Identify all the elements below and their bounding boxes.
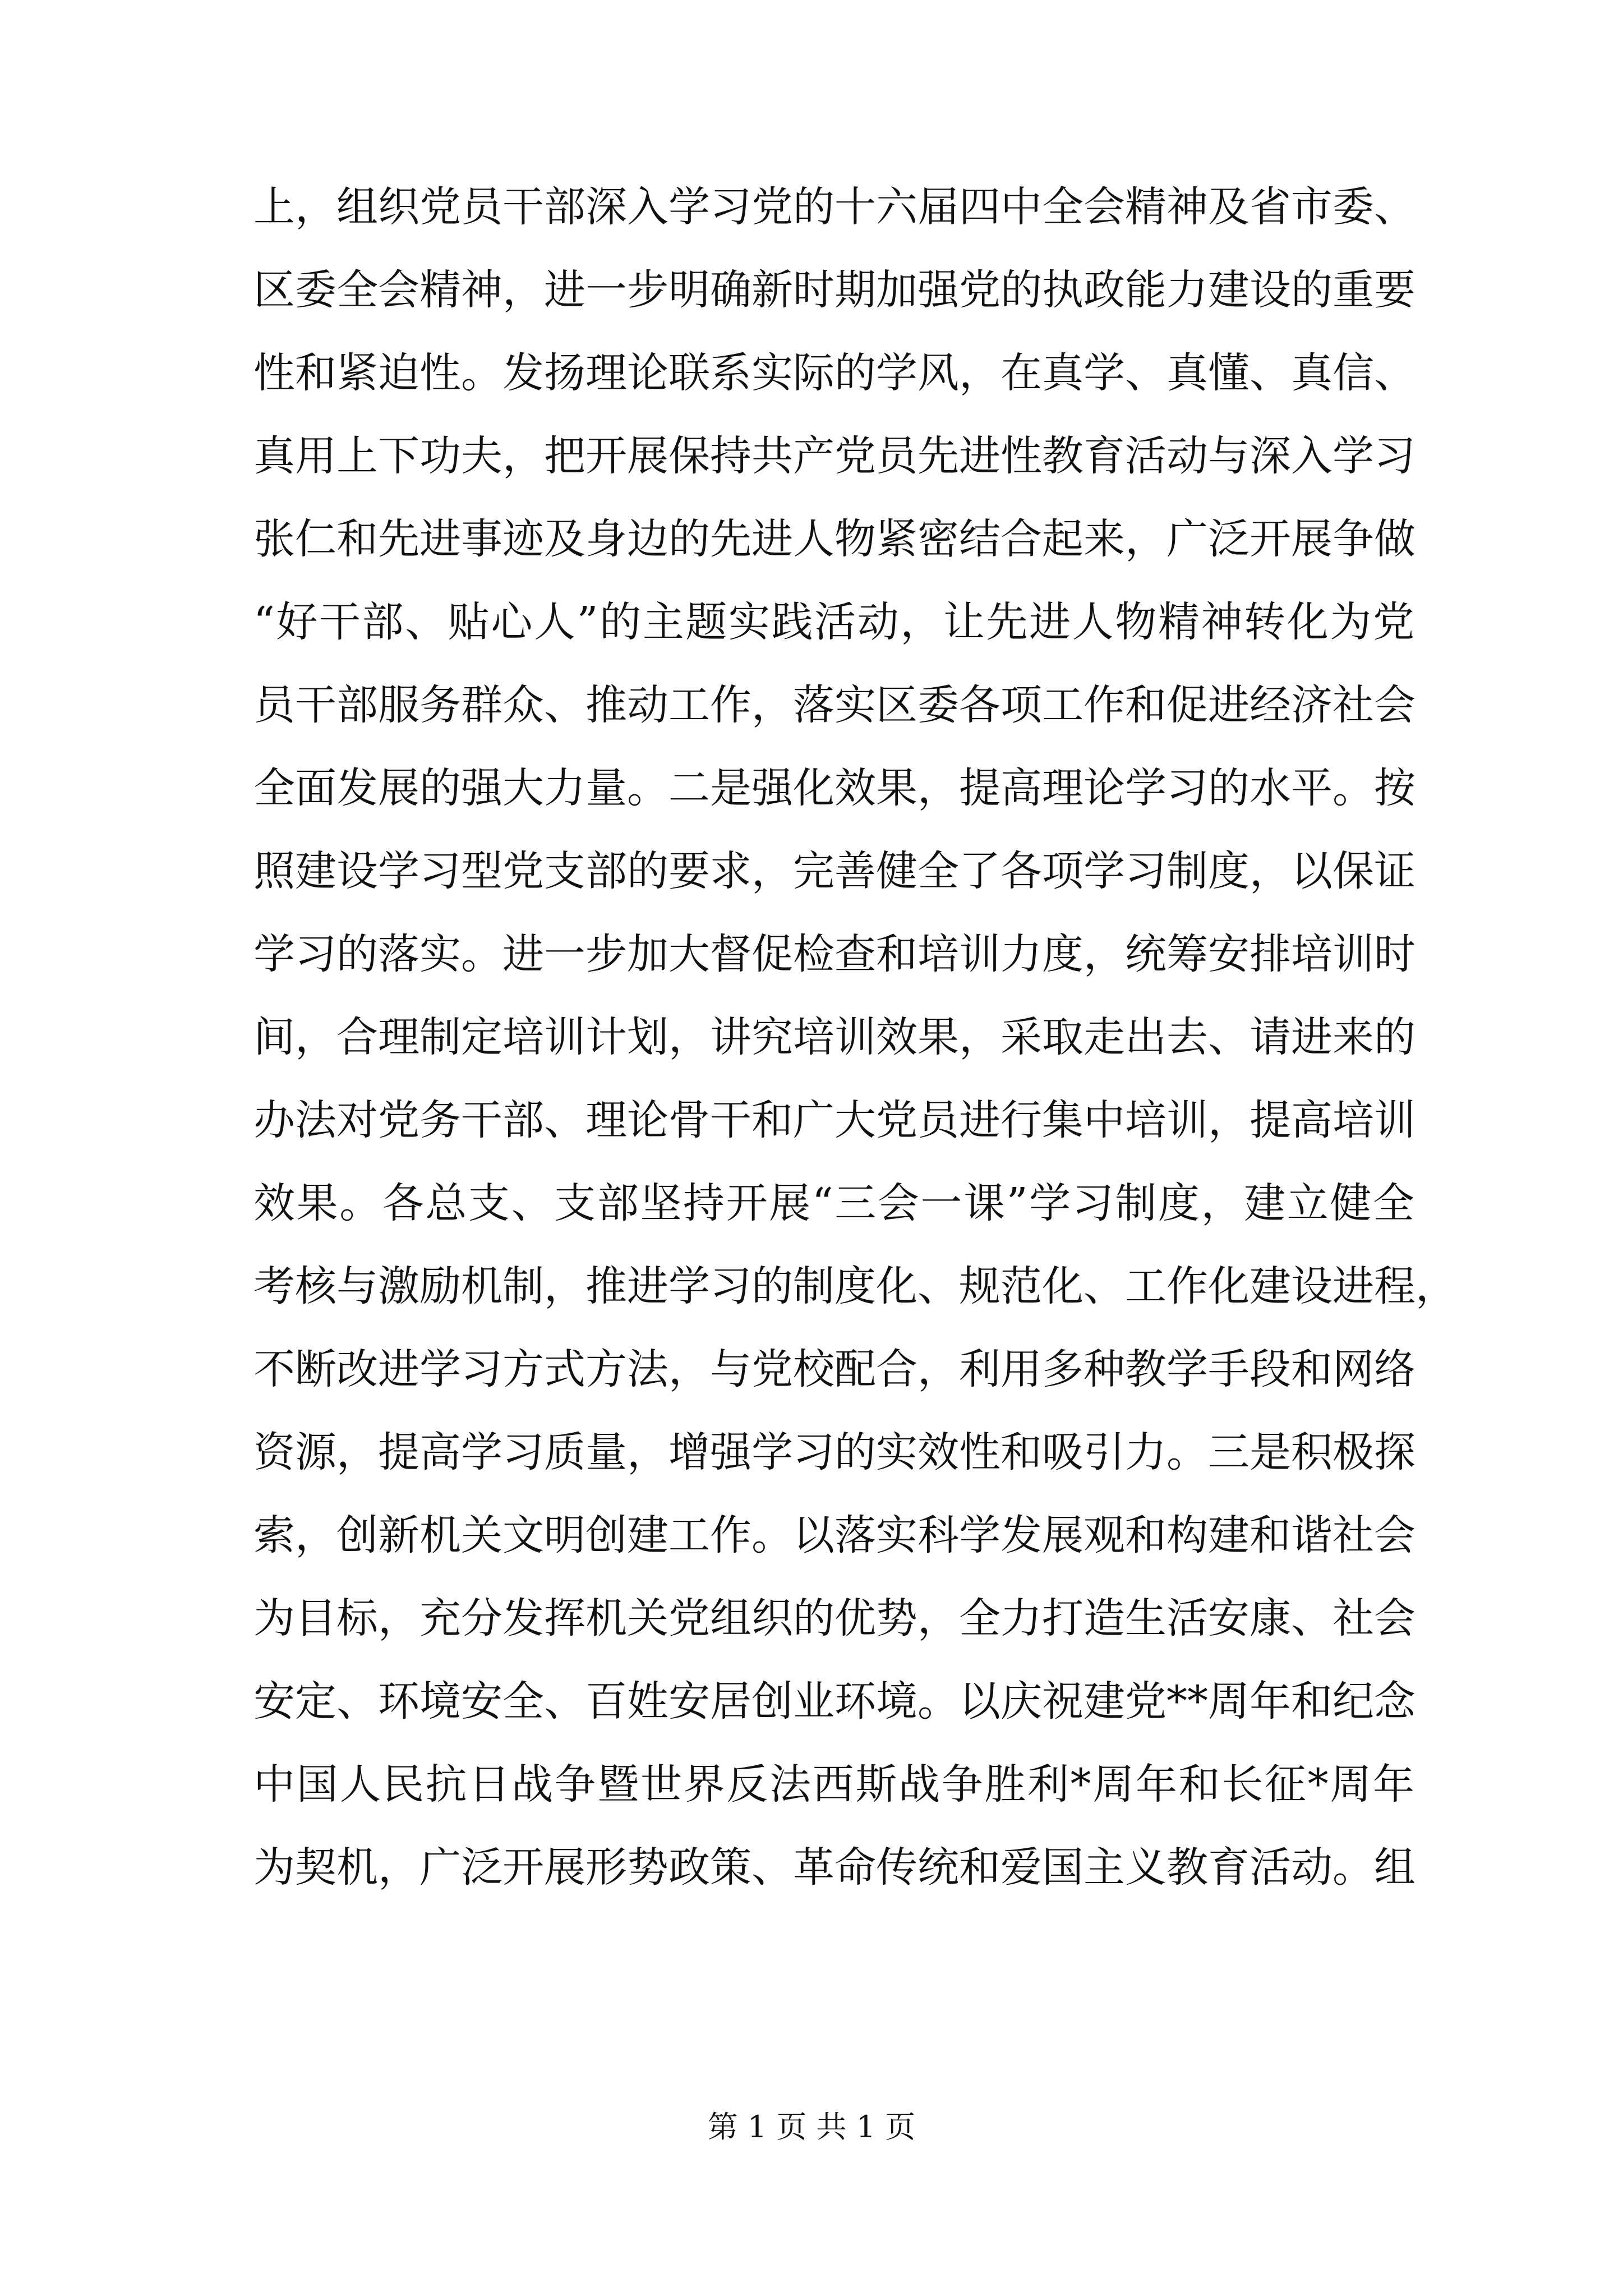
- text-line: 性和紧迫性。发扬理论联系实际的学风，在真学、真懂、真信、: [253, 349, 1415, 397]
- text-line: 学习的落实。进一步加大督促检查和培训力度，统筹安排培训时: [253, 930, 1415, 978]
- text-line: 员干部服务群众、推动工作，落实区委各项工作和促进经济社会: [253, 681, 1415, 729]
- text-line: 真用上下功夫，把开展保持共产党员先进性教育活动与深入学习: [253, 432, 1415, 480]
- text-line: 不断改进学习方式方法，与党校配合，利用多种教学手段和网络: [253, 1345, 1415, 1393]
- text-line: 办法对党务干部、理论骨干和广大党员进行集中培训，提高培训: [253, 1096, 1415, 1144]
- text-line: 区委全会精神，进一步明确新时期加强党的执政能力建设的重要: [253, 266, 1415, 314]
- text-line: 为目标，充分发挥机关党组织的优势，全力打造生活安康、社会: [253, 1594, 1415, 1642]
- text-line: “好干部、贴心人”的主题实践活动，让先进人物精神转化为党: [253, 598, 1414, 646]
- text-line: 效果。各总支、支部坚持开展“三会一课”学习制度，建立健全: [253, 1179, 1414, 1227]
- text-line: 张仁和先进事迹及身边的先进人物紧密结合起来，广泛开展争做: [253, 515, 1415, 563]
- text-line: 上，组织党员干部深入学习党的十六届四中全会精神及省市委、: [253, 183, 1415, 231]
- text-line: 中国人民抗日战争暨世界反法西斯战争胜利*周年和长征*周年: [253, 1760, 1414, 1809]
- text-line: 安定、环境安全、百姓安居创业环境。以庆祝建党**周年和纪念: [253, 1677, 1415, 1726]
- text-line: 照建设学习型党支部的要求，完善健全了各项学习制度，以保证: [253, 847, 1415, 895]
- text-line: 全面发展的强大力量。二是强化效果，提高理论学习的水平。按: [253, 764, 1415, 812]
- text-line: 为契机，广泛开展形势政策、革命传统和爱国主义教育活动。组: [253, 1843, 1415, 1892]
- page-footer: 第 1 页 共 1 页: [707, 2109, 916, 2145]
- text-line: 资源，提高学习质量，增强学习的实效性和吸引力。三是积极探: [253, 1428, 1415, 1476]
- text-line: 间，合理制定培训计划，讲究培训效果，采取走出去、请进来的: [253, 1013, 1415, 1061]
- text-line: 索，创新机关文明创建工作。以落实科学发展观和构建和谐社会: [253, 1511, 1415, 1559]
- body-text: [253, 165, 1457, 1909]
- text-line: 考核与激励机制，推进学习的制度化、规范化、工作化建设进程，: [253, 1262, 1457, 1310]
